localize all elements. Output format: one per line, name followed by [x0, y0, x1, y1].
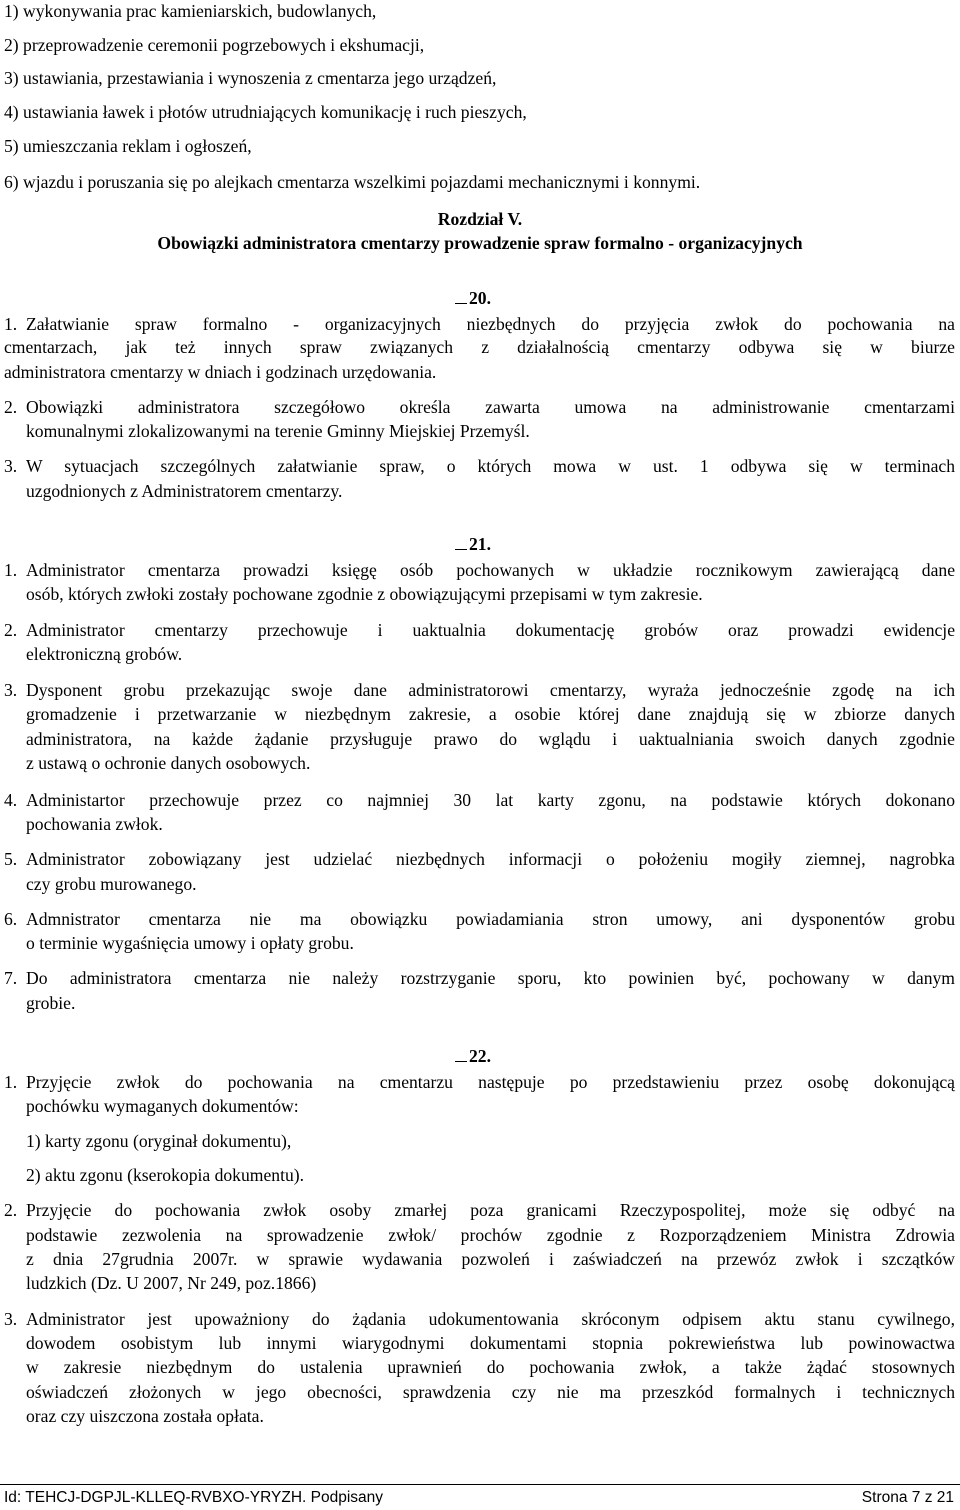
paragraph-line: oświadczeń złożonych w jego obecności, sprawdzenia czy nie ma przeszkód formalnych i technicznych: [26, 1382, 955, 1402]
paragraph-line: Administrator cmentarzy przechowuje i uaktualnia dokumentację grobów oraz prowadzi ewidencje: [26, 620, 955, 640]
paragraph-line: pochówku wymaganych dokumentów:: [26, 1096, 299, 1116]
list-item: 4) ustawiania ławek i płotów utrudniających komunikację i ruch pieszych,: [4, 102, 527, 122]
list-item: 2) przeprowadzenie ceremonii pogrzebowych i ekshumacji,: [4, 35, 425, 55]
paragraph-heading-21: 21.: [455, 533, 505, 555]
paragraph-line: z ustawą o ochronie danych osobowych.: [26, 753, 311, 773]
footer-page-number: Strona 7 z 21: [861, 1489, 954, 1506]
paragraph-line: cmentarzach, jak też innych spraw związanych z działalnością cmentarzy odbywa się w biurze: [4, 337, 955, 357]
paragraph-line: Dysponent grobu przekazując swoje dane administratorowi cmentarzy, wyraża jednocześnie zgodę na ich: [26, 680, 955, 700]
paragraph-line: oraz czy uiszczona została opłata.: [26, 1406, 264, 1426]
paragraph-line: osób, których zwłoki zostały pochowane zgodnie z obowiązującymi przepisami w tym zakresie.: [26, 584, 703, 604]
footer-document-id: Id: TEHCJ-DGPJL-KLLEQ-RVBXO-YRYZH. Podpisany: [4, 1489, 384, 1506]
paragraph-line: Administrator cmentarza prowadzi księgę osób pochowanych w układzie rocznikowym zawierającą dane: [26, 560, 955, 580]
item-number: 2.: [4, 397, 18, 417]
item-number: 3.: [4, 456, 18, 476]
paragraph-line: Administrator zobowiązany jest udzielać niezbędnych informacji o położeniu mogiły ziemnej, nagrobka: [26, 849, 955, 869]
paragraph-line: ludzkich (Dz. U 2007, Nr 249, poz.1866): [26, 1273, 317, 1293]
item-number: 4.: [4, 790, 18, 810]
paragraph-line: komunalnymi zlokalizowanymi na terenie Gminny Miejskiej Przemyśl.: [26, 421, 530, 441]
paragraph-line: Załatwianie spraw formalno - organizacyjnych niezbędnych do przyjęcia zwłok do pochowania na: [26, 314, 955, 334]
item-number: 3.: [4, 1309, 18, 1329]
item-number: 2.: [4, 620, 18, 640]
item-number: 5.: [4, 849, 18, 869]
list-item: 5) umieszczania reklam i ogłoszeń,: [4, 136, 252, 156]
item-number: 7.: [4, 968, 18, 988]
item-number: 6.: [4, 909, 18, 929]
item-number: 1.: [4, 1072, 18, 1092]
list-item: 2) aktu zgonu (kserokopia dokumentu).: [26, 1165, 305, 1185]
paragraph-line: w zakresie niezbędnym do ustalenia uprawnień do pochowania zwłok, a także żądać stosownych: [26, 1357, 955, 1377]
paragraph-line: administratora, na każde żądanie przysługuje prawo do wglądu i uaktualniania swoich danych zgodnie: [26, 729, 955, 749]
item-number: 3.: [4, 680, 18, 700]
section-sign-icon: [455, 289, 467, 304]
paragraph-line: administratora cmentarzy w dniach i godzinach urzędowania.: [4, 362, 437, 382]
footer-divider: [0, 1484, 960, 1485]
chapter-title: Rozdział V.: [437, 209, 523, 229]
paragraph-line: z dnia 27grudnia 2007r. w sprawie wydawania pozwoleń i zaświadczeń na przewóz zwłok i szczątków: [26, 1249, 955, 1269]
paragraph-heading-20: 20.: [455, 287, 505, 309]
paragraph-line: Admnistrator cmentarza nie ma obowiązku powiadamiania stron umowy, ani dysponentów grobu: [26, 909, 955, 929]
item-number: 2.: [4, 1200, 18, 1220]
paragraph-line: grobie.: [26, 993, 76, 1013]
paragraph-heading-22: 22.: [455, 1045, 505, 1067]
list-item: 1) wykonywania prac kamieniarskich, budowlanych,: [4, 1, 377, 21]
paragraph-line: Obowiązki administratora szczegółowo określa zawarta umowa na administrowanie cmentarzami: [26, 397, 955, 417]
paragraph-line: gromadzenie i przetwarzanie w niezbędnym zakresie, a osobie której dane znajdują się w zbiorze danych: [26, 704, 955, 724]
item-number: 1.: [4, 314, 18, 334]
paragraph-line: uzgodnionych z Administratorem cmentarzy.: [26, 481, 343, 501]
paragraph-line: elektroniczną grobów.: [26, 644, 183, 664]
item-number: 1.: [4, 560, 18, 580]
paragraph-line: Administrator jest upoważniony do żądania udokumentowania skróconym odpisem aktu stanu cywilnego,: [26, 1309, 955, 1329]
paragraph-line: Przyjęcie do pochowania zwłok osoby zmarłej poza granicami Rzeczypospolitej, może się odbyć na: [26, 1200, 955, 1220]
list-item: 3) ustawiania, przestawiania i wynoszenia z cmentarza jego urządzeń,: [4, 68, 497, 88]
paragraph-line: Do administratora cmentarza nie należy rozstrzyganie sporu, kto powinien być, pochowany w danym: [26, 968, 955, 988]
paragraph-line: czy grobu murowanego.: [26, 874, 197, 894]
paragraph-line: o terminie wygaśnięcia umowy i opłaty grobu.: [26, 933, 354, 953]
paragraph-line: pochowania zwłok.: [26, 814, 163, 834]
chapter-subtitle: Obowiązki administratora cmentarzy prowadzenie spraw formalno - organizacyjnych: [157, 233, 803, 253]
list-item: 1) karty zgonu (oryginał dokumentu),: [26, 1131, 292, 1151]
paragraph-line: dowodem osobistym lub innymi wiarygodnymi dokumentami stopnia pokrewieństwa lub powinowactwa: [26, 1333, 955, 1353]
paragraph-line: Administartor przechowuje przez co najmniej 30 lat karty zgonu, na podstawie których dokonano: [26, 790, 955, 810]
list-item: 6) wjazdu i poruszania się po alejkach cmentarza wszelkimi pojazdami mechanicznymi i konnymi.: [4, 172, 701, 192]
paragraph-line: Przyjęcie zwłok do pochowania na cmentarzu następuje po przedstawieniu przez osobę dokonującą: [26, 1072, 955, 1092]
section-sign-icon: [455, 535, 467, 550]
paragraph-line: podstawie zezwolenia na sprowadzenie zwłok/ prochów zgodnie z Rozporządzeniem Ministra Zdrowia: [26, 1225, 955, 1245]
paragraph-line: W sytuacjach szczególnych załatwianie spraw, o których mowa w ust. 1 odbywa się w terminach: [26, 456, 955, 476]
section-sign-icon: [455, 1047, 467, 1062]
